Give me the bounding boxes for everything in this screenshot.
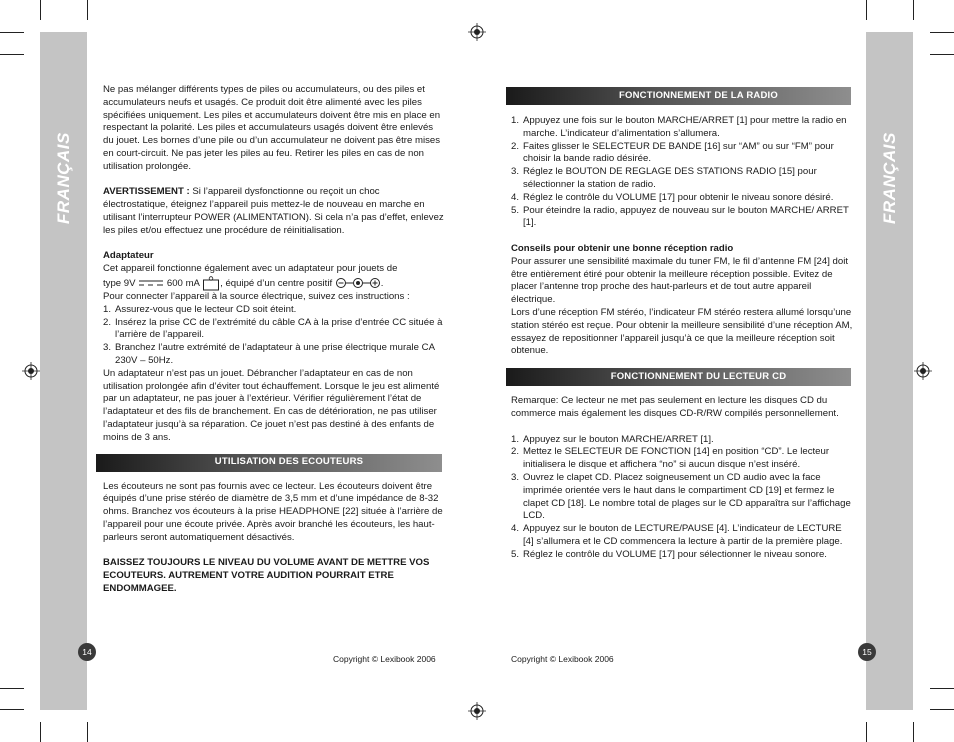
list-item: 5. Pour éteindre la radio, appuyez de nouveau sur le bouton MARCHE/ ARRET [1]. bbox=[511, 204, 849, 229]
cd-steps-list bbox=[511, 434, 853, 562]
conseils-paragraph-1: Pour assurer une sensibilité maximale du tuner FM, le fil d’antenne FM [24] doit être entièrement étiré pour obtenir la meilleure réception possible. Evitez de placer l’antenne trop proche des haut-parleurs et de tout autre appareil électrique. bbox=[511, 255, 849, 306]
center-positive-icon bbox=[335, 277, 381, 289]
right-side-label: FRANÇAIS bbox=[880, 132, 899, 224]
dc-symbol-icon bbox=[138, 279, 164, 287]
registration-mark-top-icon bbox=[468, 23, 486, 41]
list-item: 3. Branchez l’autre extrémité de l’adaptateur à une prise électrique murale CA 230V – 50Hz. bbox=[103, 342, 435, 366]
copyright-left: Copyright © Lexibook 2006 bbox=[333, 654, 436, 664]
adapter-intro: Cet appareil fonctionne également avec un adaptateur pour jouets de bbox=[103, 263, 398, 275]
adapter-title: Adaptateur bbox=[103, 250, 154, 262]
registration-mark-bottom-icon bbox=[468, 702, 486, 720]
right-page-content bbox=[511, 87, 853, 562]
ecouteurs-warning: BAISSEZ TOUJOURS LE NIVEAU DU VOLUME AVANT DE METTRE VOS ECOUTEURS. AUTREMENT VOTRE AUDITION POURRAIT ETRE ENDOMMAGEE. bbox=[103, 557, 430, 594]
conseils-title: Conseils pour obtenir une bonne réception radio bbox=[511, 242, 734, 254]
warning-text: Si l’appareil dysfonctionne ou reçoit un choc électrostatique, éteignez l’appareil puis mettez-le de nouveau en marche en utilisant l’interrupteur POWER (ALIMENTATION). Si cela n’a pas d’effet, enlevez les piles et/ou effectuez une procédure de réinitialisation. bbox=[103, 186, 444, 236]
cd-section-header: FONCTIONNEMENT DU LECTEUR CD bbox=[506, 368, 851, 386]
list-item: 4. Réglez le contrôle du VOLUME [17] pour obtenir le niveau sonore désiré. bbox=[511, 191, 834, 203]
list-item: 2. Faites glisser le SELECTEUR DE BANDE [16] sur “AM” ou sur “FM” pour choisir la bande radio désirée. bbox=[511, 140, 834, 165]
copyright-right: Copyright © Lexibook 2006 bbox=[511, 654, 614, 664]
list-item: 2. Mettez le SELECTEUR DE FONCTION [14] en position “CD”. Le lecteur initialisera le disque et affichera “no” si aucun disque n’est inséré. bbox=[511, 446, 830, 471]
ecouteurs-section-header: UTILISATION DES ECOUTEURS bbox=[96, 454, 442, 472]
warning-label: AVERTISSEMENT : bbox=[103, 186, 190, 198]
ecouteurs-paragraph: Les écouteurs ne sont pas fournis avec ce lecteur. Les écouteurs doivent être équipés d’une prise stéréo de diamètre de 3,5 mm et d’une impédance de 8-32 ohms. Branchez vos écouteurs à la prise HEADPHONE [22] située à l’arrière de l’appareil pour une écoute privée. Après avoir branché les écouteurs, les haut-parleurs seront automatiquement désactivés. bbox=[103, 480, 443, 543]
battery-paragraph: Ne pas mélanger différents types de piles ou accumulateurs, ou des piles et accumulateurs neufs et usagés. Ce produit doit être alimenté avec les piles spécifiées uniquement. Les piles et accumulateurs doivent être mis en place en respectant la polarité. Les piles et accumulateurs usagés doivent être enlevés du jouet. Les bornes d’une pile ou d’un accumulateur ne doivent pas être mises en court-circuit. Ne pas jeter les piles au feu. Retirer les piles en cas de non utilisation prolongée. bbox=[103, 84, 441, 172]
list-item: 2. Insérez la prise CC de l’extrémité du câble CA à la prise d’entrée CC située à l’arrière de l’appareil. bbox=[103, 316, 443, 341]
adapter-connect: Pour connecter l’appareil à la source électrique, suivez ces instructions : bbox=[103, 290, 410, 302]
left-page-content bbox=[103, 84, 445, 596]
registration-mark-right-icon bbox=[914, 362, 932, 380]
adapter-type-line: type 9V 600 mA , équipé d’un centre positif . bbox=[103, 276, 445, 291]
adapter-polarity: , équipé d’un centre positif bbox=[220, 277, 333, 289]
list-item: 3. Ouvrez le clapet CD. Placez soigneusement un CD audio avec la face imprimée orientée vers le haut dans le compartiment CD [19] et fermez le clapet CD [18]. Le nombre total de plages sur le CD apparaîtra sur l’affichage LCD. bbox=[511, 471, 851, 522]
page-number-left: 14 bbox=[78, 643, 96, 661]
registration-mark-left-icon bbox=[22, 362, 40, 380]
warning-paragraph bbox=[103, 186, 445, 237]
list-item: 4. Appuyez sur le bouton de LECTURE/PAUSE [4]. L’indicateur de LECTURE [4] s’allumera et le CD commencera la lecture à partir de la première plage. bbox=[511, 523, 843, 547]
list-item: 1. Appuyez une fois sur le bouton MARCHE/ARRET [1] pour mettre la radio en marche. L’indicateur d’alimentation s’allumera. bbox=[511, 115, 847, 139]
conseils-paragraph-2: Lors d’une réception FM stéréo, l’indicateur FM stéréo restera allumé lorsqu’une station stéréo est reçue. Pour obtenir la meilleure sensibilité d’une réception AM, essayez de repositionner l’appareil jusqu’à ce que la meilleure réception soit obtenue. bbox=[511, 306, 853, 357]
radio-steps-list bbox=[511, 115, 853, 230]
left-side-label: FRANÇAIS bbox=[54, 132, 73, 224]
radio-section-header: FONCTIONNEMENT DE LA RADIO bbox=[506, 87, 851, 105]
adapter-current: 600 mA bbox=[166, 277, 200, 289]
list-item: 5. Réglez le contrôle du VOLUME [17] pour sélectionner le niveau sonore. bbox=[511, 548, 827, 560]
adapter-voltage: type 9V bbox=[103, 277, 136, 289]
adapter-steps-list bbox=[103, 304, 445, 368]
page-number-right: 15 bbox=[858, 643, 876, 661]
transformer-symbol-icon bbox=[202, 276, 220, 291]
list-item: 3. Réglez le BOUTON DE REGLAGE DES STATIONS RADIO [15] pour sélectionner la station de radio. bbox=[511, 166, 817, 190]
cd-remark: Remarque: Ce lecteur ne met pas seulement en lecture les disques CD du commerce mais également les disques CD-R/RW compilés personnellement. bbox=[511, 395, 839, 419]
adapter-note: Un adaptateur n’est pas un jouet. Débrancher l’adaptateur en cas de non utilisation prolongée afin d’éviter tout échauffement. Lorsque le jeu est alimenté par un adaptateur, ne pas jouer à l’extérieur. Vérifier régulièrement l’état de l’adaptateur et des fils de branchement. En cas de détérioration, ne pas utiliser l’adaptateur jusqu’à sa réparation. Ce jouet n’est pas destiné à des enfants de moins de 3 ans. bbox=[103, 367, 440, 443]
list-item: 1. Appuyez sur le bouton MARCHE/ARRET [1]. bbox=[511, 433, 714, 445]
list-item: 1. Assurez-vous que le lecteur CD soit éteint. bbox=[103, 303, 297, 315]
